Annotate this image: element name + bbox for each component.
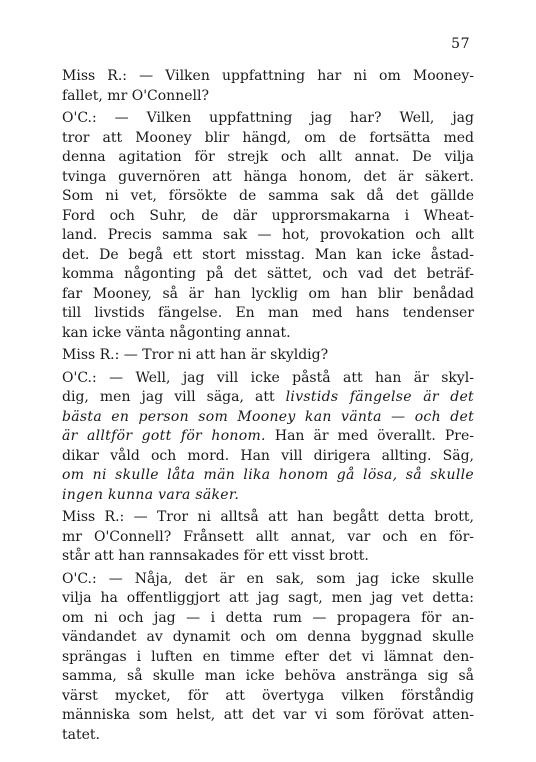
text-run: dig, men jag vill säga, att — [62, 389, 286, 405]
page-number: 57 — [451, 36, 470, 52]
text-line: O'C.: — Nåja, det är en sak, som jag icke skulle — [62, 570, 474, 587]
text-line: komma någonting på det sättet, och vad det beträf- — [62, 266, 474, 282]
text-line: tatet. — [62, 726, 100, 743]
text-line: land. Precis samma sak — hot, provokation och allt — [62, 227, 474, 243]
paragraph — [62, 67, 474, 106]
text-line: om ni och jag — i detta rum — propagera för an- — [62, 609, 474, 626]
paragraph — [62, 570, 474, 746]
text-line — [62, 408, 474, 428]
italic-run: bästa en person som Mooney kan vänta — och det — [62, 408, 474, 425]
text-line — [62, 427, 474, 447]
text-line: samma, så skulle man icke behöva anstränga sig så — [62, 668, 474, 684]
text-line: tvinga guvernören att hänga honom, det är säkert. — [62, 168, 474, 185]
italic-run: ingen kunna vara säker. — [62, 486, 240, 503]
paragraph — [62, 109, 474, 343]
paragraph — [62, 508, 474, 567]
text-line — [62, 388, 474, 408]
text-line: Som ni vet, försökte de samma sak då det gällde — [62, 188, 474, 204]
text-line: värst mycket, för att övertyga vilken förståndig — [62, 687, 474, 704]
text-line: vändandet av dynamit och om denna byggnad skulle — [62, 629, 474, 645]
text-line: Miss R.: — Vilken uppfattning har ni om Mooney- — [62, 68, 474, 84]
text-line: tror att Mooney blir hängd, om de fortsätta med — [62, 129, 474, 146]
text-line: sprängas i luften en timme efter det vi lämnat den- — [62, 648, 474, 665]
text-line: står att han rannsakades för ett visst brott. — [62, 548, 369, 564]
paragraph — [62, 369, 474, 506]
paragraph — [62, 346, 474, 366]
text-line: dikar våld och mord. Han vill dirigera allting. Säg, — [62, 447, 474, 464]
text-line: far Mooney, så är han lycklig om han blir benådad — [62, 285, 474, 302]
text-line: Miss R.: — Tror ni att han är skyldig? — [62, 347, 329, 363]
text-line: människa som helst, att det var vi som förövat atten- — [62, 707, 474, 723]
text-line: till livstids fängelse. En man med hans tendenser — [62, 305, 474, 321]
italic-run: livstids fängelse är det — [285, 389, 474, 405]
text-line: denna agitation för strejk och allt annat. De vilja — [62, 149, 474, 165]
text-line: Ford och Suhr, de där upprorsmakarna i Wheat- — [62, 207, 474, 224]
text-line: kan icke vänta någonting annat. — [62, 324, 291, 341]
text-line: O'C.: — Vilken uppfattning jag har? Well, jag — [62, 110, 474, 126]
text-line: Miss R.: — Tror ni alltså att han begått detta brott, — [62, 509, 474, 525]
text-line: det. De begå ett stort misstag. Man kan icke åstad- — [62, 246, 474, 263]
text-line: mr O'Connell? Frånsett allt annat, var och en för- — [62, 528, 474, 545]
text-line: fallet, mr O'Connell? — [62, 87, 209, 104]
text-line: vilja ha offentliggjort att jag sagt, men jag vet detta: — [62, 590, 474, 606]
italic-run: är alltför gott för honom. — [62, 428, 266, 444]
text-line — [62, 466, 474, 486]
italic-run: om ni skulle låta män lika honom gå lösa, så skulle — [62, 467, 474, 483]
text-line — [62, 486, 474, 506]
body-text — [62, 67, 474, 748]
text-line: O'C.: — Well, jag vill icke påstå att han är skyl- — [62, 369, 474, 386]
text-run: Han är med överallt. Pre- — [265, 428, 474, 444]
